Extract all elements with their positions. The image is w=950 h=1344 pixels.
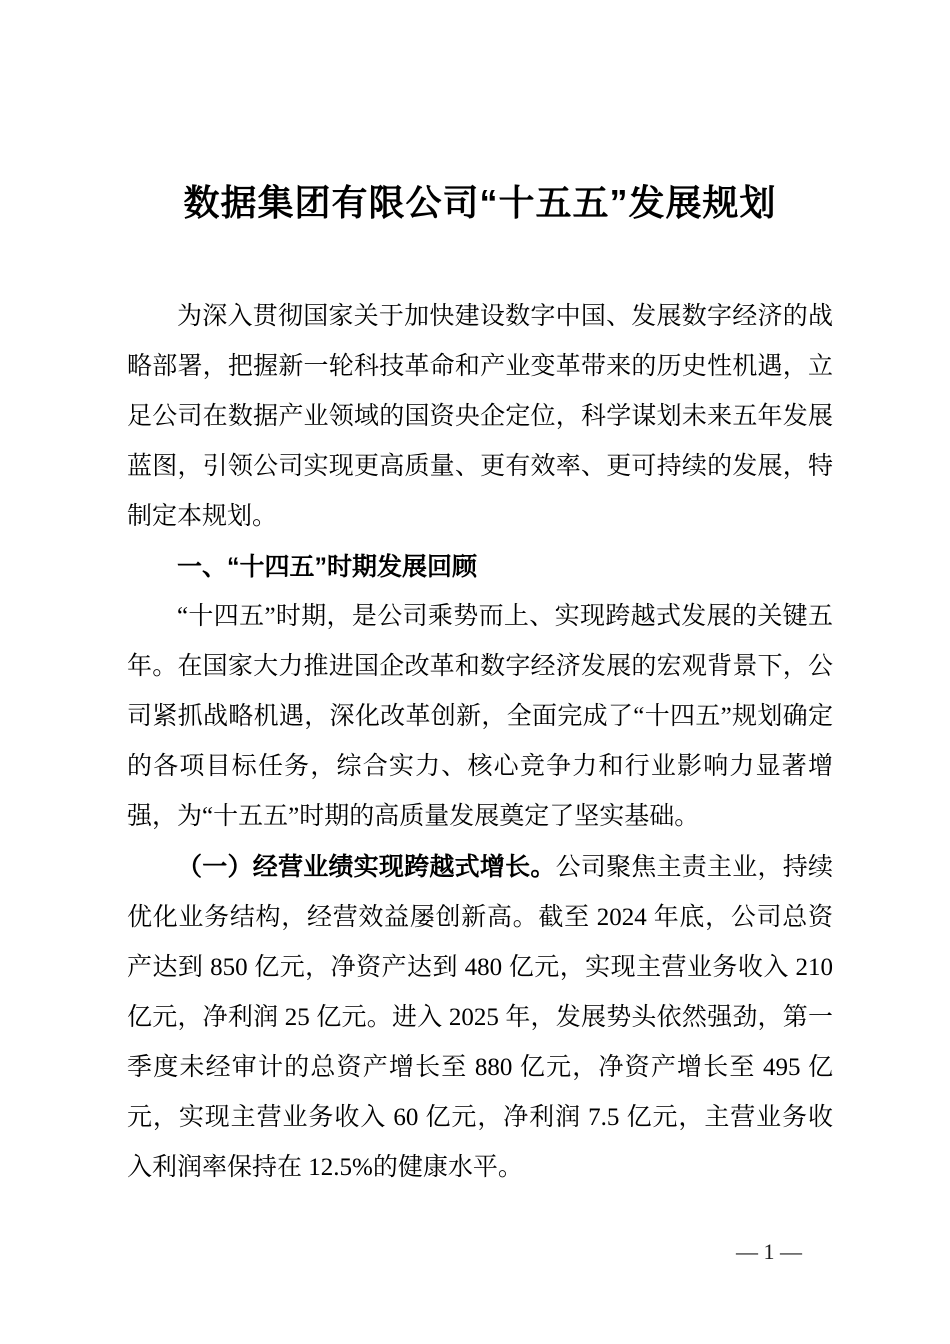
subsection1-body: 公司聚焦主责主业，持续优化业务结构，经营效益屡创新高。截至 2024 年底，公司总资产达到 850 亿元，净资产达到 480 亿元，实现主营业务收入 210 亿元，净利润 25 亿元。进入 2025 年，发展势头依然强劲，第一季度未经审计的总资产增长至 880 亿元，净资产增长至 495 亿元，实现主营业务收入 60 亿元，净利润 7.5 亿元，主营业务收入利润率保持在 12.5%的健康水平。 [127,854,833,1181]
document-content [127,0,833,1193]
page-number: — 1 — [736,1239,802,1264]
subsection1-lead: （一）经营业绩实现跨越式增长。 [177,853,556,881]
section-heading-1: 一、“十四五”时期发展回顾 [177,553,478,581]
paragraph-intro: 为深入贯彻国家关于加快建设数字中国、发展数字经济的战略部署，把握新一轮科技革命和产业变革带来的历史性机遇，立足公司在数据产业领域的国资央企定位，科学谋划未来五年发展蓝图，引领公司实现更高质量、更有效率、更可持续的发展，特制定本规划。 [127,303,833,530]
document-title: 数据集团有限公司“十五五”发展规划 [183,182,777,223]
paragraph-section1: “十四五”时期，是公司乘势而上、实现跨越式发展的关键五年。在国家大力推进国企改革和数字经济发展的宏观背景下，公司紧抓战略机遇，深化改革创新，全面完成了“十四五”规划确定的各项目标任务，综合实力、核心竞争力和行业影响力显著增强，为“十五五”时期的高质量发展奠定了坚实基础。 [127,603,833,830]
paragraph-subsection1 [127,842,833,1193]
document-body [127,292,833,1193]
